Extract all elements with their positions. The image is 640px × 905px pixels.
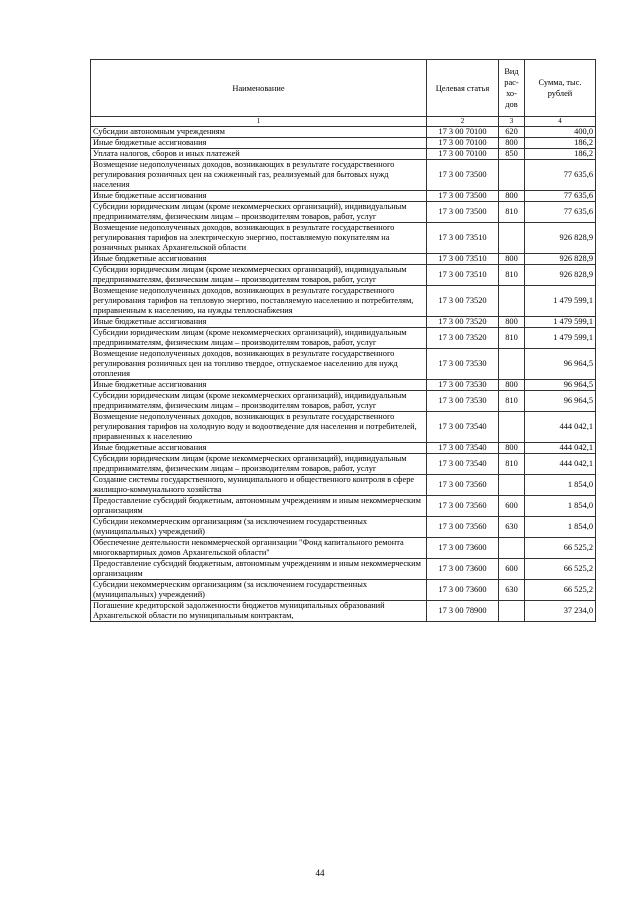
- row-expense-type-cell: [499, 223, 525, 254]
- row-target-cell: 17 3 00 73530: [427, 380, 499, 391]
- column-number: 4: [525, 117, 596, 127]
- row-target-cell: 17 3 00 73600: [427, 538, 499, 559]
- row-sum-cell: 1 854,0: [525, 496, 596, 517]
- table-row: [91, 286, 596, 317]
- table-row: [91, 538, 596, 559]
- row-name-cell: Субсидии некоммерческим организациям (за исключением государственных (муниципальных) учреждений): [91, 580, 427, 601]
- row-name-cell: Возмещение недополученных доходов, возникающих в результате государственного регулирования тарифов на электрическую энергию, поставляемую покупателям на розничных рынках Архангельской области: [91, 223, 427, 254]
- table-header-row: [91, 60, 596, 117]
- row-target-cell: 17 3 00 73530: [427, 349, 499, 380]
- header-expense-type: Вид рас- хо- дов: [499, 60, 525, 117]
- row-sum-cell: 444 042,1: [525, 412, 596, 443]
- row-expense-type-cell: 800: [499, 191, 525, 202]
- budget-table: [90, 59, 596, 622]
- row-name-cell: Предоставление субсидий бюджетным, автономным учреждениям и иным некоммерческим организациям: [91, 496, 427, 517]
- row-sum-cell: 444 042,1: [525, 443, 596, 454]
- row-name-cell: Субсидии юридическим лицам (кроме некоммерческих организаций), индивидуальным предпринимателям, физическим лицам – производителям товаров, работ, услуг: [91, 328, 427, 349]
- row-expense-type-cell: [499, 160, 525, 191]
- row-sum-cell: 66 525,2: [525, 559, 596, 580]
- row-name-cell: Возмещение недополученных доходов, возникающих в результате государственного регулирования розничных цен на сжиженный газ, реализуемый для бытовых нужд населения: [91, 160, 427, 191]
- row-name-cell: Возмещение недополученных доходов, возникающих в результате государственного регулирования тарифов на холодную воду и водоотведение для населения и потребителей, приравненных к населению: [91, 412, 427, 443]
- row-sum-cell: 926 828,9: [525, 254, 596, 265]
- row-sum-cell: 1 479 599,1: [525, 286, 596, 317]
- row-name-cell: Иные бюджетные ассигнования: [91, 317, 427, 328]
- row-name-cell: Иные бюджетные ассигнования: [91, 191, 427, 202]
- header-sum: Сумма, тыс. рублей: [525, 60, 596, 117]
- row-expense-type-cell: 810: [499, 265, 525, 286]
- row-name-cell: Погашение кредиторской задолженности бюджетов муниципальных образований Архангельской области по муниципальным контрактам,: [91, 601, 427, 622]
- row-sum-cell: 77 635,6: [525, 160, 596, 191]
- row-expense-type-cell: [499, 286, 525, 317]
- row-target-cell: 17 3 00 73520: [427, 317, 499, 328]
- row-sum-cell: 400,0: [525, 127, 596, 138]
- table-row: [91, 443, 596, 454]
- row-name-cell: Иные бюджетные ассигнования: [91, 380, 427, 391]
- table-row: [91, 223, 596, 254]
- table-row: [91, 517, 596, 538]
- row-sum-cell: 444 042,1: [525, 454, 596, 475]
- row-expense-type-cell: 620: [499, 127, 525, 138]
- table-row: [91, 580, 596, 601]
- row-expense-type-cell: [499, 601, 525, 622]
- row-target-cell: 17 3 00 73540: [427, 454, 499, 475]
- header-target: Целевая статья: [427, 60, 499, 117]
- row-target-cell: 17 3 00 78900: [427, 601, 499, 622]
- row-sum-cell: 77 635,6: [525, 191, 596, 202]
- row-sum-cell: 926 828,9: [525, 223, 596, 254]
- row-sum-cell: 37 234,0: [525, 601, 596, 622]
- table-row: [91, 475, 596, 496]
- row-target-cell: 17 3 00 73500: [427, 202, 499, 223]
- row-name-cell: Субсидии юридическим лицам (кроме некоммерческих организаций), индивидуальным предпринимателям, физическим лицам – производителям товаров, работ, услуг: [91, 265, 427, 286]
- row-sum-cell: 186,2: [525, 138, 596, 149]
- column-number: 3: [499, 117, 525, 127]
- table-row: [91, 138, 596, 149]
- row-expense-type-cell: 800: [499, 138, 525, 149]
- row-sum-cell: 66 525,2: [525, 580, 596, 601]
- row-name-cell: Предоставление субсидий бюджетным, автономным учреждениям и иным некоммерческим организациям: [91, 559, 427, 580]
- row-expense-type-cell: 810: [499, 328, 525, 349]
- column-number: 1: [91, 117, 427, 127]
- row-name-cell: Иные бюджетные ассигнования: [91, 138, 427, 149]
- row-name-cell: Обеспечение деятельности некоммерческой организации "Фонд капитального ремонта многоквартирных домов Архангельской области": [91, 538, 427, 559]
- table-row: [91, 391, 596, 412]
- row-expense-type-cell: 810: [499, 202, 525, 223]
- row-name-cell: Субсидии юридическим лицам (кроме некоммерческих организаций), индивидуальным предпринимателям, физическим лицам – производителям товаров, работ, услуг: [91, 454, 427, 475]
- table-row: [91, 202, 596, 223]
- row-target-cell: 17 3 00 73510: [427, 265, 499, 286]
- table-row: [91, 265, 596, 286]
- column-number-row: [91, 117, 596, 127]
- row-target-cell: 17 3 00 73540: [427, 443, 499, 454]
- row-name-cell: Возмещение недополученных доходов, возникающих в результате государственного регулирования тарифов на тепловую энергию, поставляемую населению и потребителям, приравненным к населению, на нужды теплоснабжения: [91, 286, 427, 317]
- row-target-cell: 17 3 00 73560: [427, 517, 499, 538]
- row-name-cell: Уплата налогов, сборов и иных платежей: [91, 149, 427, 160]
- row-name-cell: Возмещение недополученных доходов, возникающих в результате государственного регулирования розничных цен на топливо твердое, отпускаемое населению для нужд отопления: [91, 349, 427, 380]
- row-target-cell: 17 3 00 73510: [427, 223, 499, 254]
- row-expense-type-cell: [499, 349, 525, 380]
- row-target-cell: 17 3 00 73560: [427, 496, 499, 517]
- row-target-cell: 17 3 00 73520: [427, 286, 499, 317]
- budget-table-container: [90, 59, 595, 622]
- row-expense-type-cell: [499, 475, 525, 496]
- table-row: [91, 191, 596, 202]
- table-row: [91, 149, 596, 160]
- row-name-cell: Субсидии юридическим лицам (кроме некоммерческих организаций), индивидуальным предпринимателям, физическим лицам – производителям товаров, работ, услуг: [91, 202, 427, 223]
- table-row: [91, 454, 596, 475]
- row-target-cell: 17 3 00 73500: [427, 160, 499, 191]
- row-expense-type-cell: 600: [499, 559, 525, 580]
- table-row: [91, 328, 596, 349]
- table-row: [91, 317, 596, 328]
- row-target-cell: 17 3 00 70100: [427, 127, 499, 138]
- row-expense-type-cell: 800: [499, 380, 525, 391]
- row-target-cell: 17 3 00 73600: [427, 580, 499, 601]
- row-sum-cell: 1 854,0: [525, 517, 596, 538]
- table-row: [91, 254, 596, 265]
- row-name-cell: Субсидии юридическим лицам (кроме некоммерческих организаций), индивидуальным предпринимателям, физическим лицам – производителям товаров, работ, услуг: [91, 391, 427, 412]
- row-expense-type-cell: 810: [499, 391, 525, 412]
- table-row: [91, 412, 596, 443]
- table-row: [91, 349, 596, 380]
- table-body: [91, 127, 596, 622]
- row-name-cell: Субсидии некоммерческим организациям (за исключением государственных (муниципальных) учреждений): [91, 517, 427, 538]
- row-sum-cell: 1 854,0: [525, 475, 596, 496]
- row-expense-type-cell: 800: [499, 254, 525, 265]
- row-expense-type-cell: 800: [499, 317, 525, 328]
- row-sum-cell: 96 964,5: [525, 349, 596, 380]
- table-row: [91, 380, 596, 391]
- row-target-cell: 17 3 00 73510: [427, 254, 499, 265]
- row-name-cell: Создание системы государственного, муниципального и общественного контроля в сфере жилищно-коммунального хозяйства: [91, 475, 427, 496]
- row-sum-cell: 1 479 599,1: [525, 328, 596, 349]
- row-expense-type-cell: 810: [499, 454, 525, 475]
- page-number: 44: [315, 868, 325, 878]
- row-name-cell: Субсидии автономным учреждениям: [91, 127, 427, 138]
- row-sum-cell: 77 635,6: [525, 202, 596, 223]
- row-sum-cell: 96 964,5: [525, 391, 596, 412]
- row-sum-cell: 66 525,2: [525, 538, 596, 559]
- table-row: [91, 601, 596, 622]
- row-sum-cell: 926 828,9: [525, 265, 596, 286]
- row-expense-type-cell: 600: [499, 496, 525, 517]
- table-row: [91, 127, 596, 138]
- row-target-cell: 17 3 00 70100: [427, 138, 499, 149]
- table-row: [91, 559, 596, 580]
- row-sum-cell: 1 479 599,1: [525, 317, 596, 328]
- row-expense-type-cell: [499, 538, 525, 559]
- row-target-cell: 17 3 00 73500: [427, 191, 499, 202]
- row-expense-type-cell: 630: [499, 517, 525, 538]
- row-expense-type-cell: 630: [499, 580, 525, 601]
- row-name-cell: Иные бюджетные ассигнования: [91, 254, 427, 265]
- row-expense-type-cell: 850: [499, 149, 525, 160]
- row-target-cell: 17 3 00 73520: [427, 328, 499, 349]
- row-target-cell: 17 3 00 73540: [427, 412, 499, 443]
- row-name-cell: Иные бюджетные ассигнования: [91, 443, 427, 454]
- row-sum-cell: 186,2: [525, 149, 596, 160]
- row-target-cell: 17 3 00 73600: [427, 559, 499, 580]
- row-target-cell: 17 3 00 73560: [427, 475, 499, 496]
- row-target-cell: 17 3 00 70100: [427, 149, 499, 160]
- row-expense-type-cell: [499, 412, 525, 443]
- table-row: [91, 496, 596, 517]
- header-name: Наименование: [91, 60, 427, 117]
- row-sum-cell: 96 964,5: [525, 380, 596, 391]
- row-expense-type-cell: 800: [499, 443, 525, 454]
- table-row: [91, 160, 596, 191]
- row-target-cell: 17 3 00 73530: [427, 391, 499, 412]
- column-number: 2: [427, 117, 499, 127]
